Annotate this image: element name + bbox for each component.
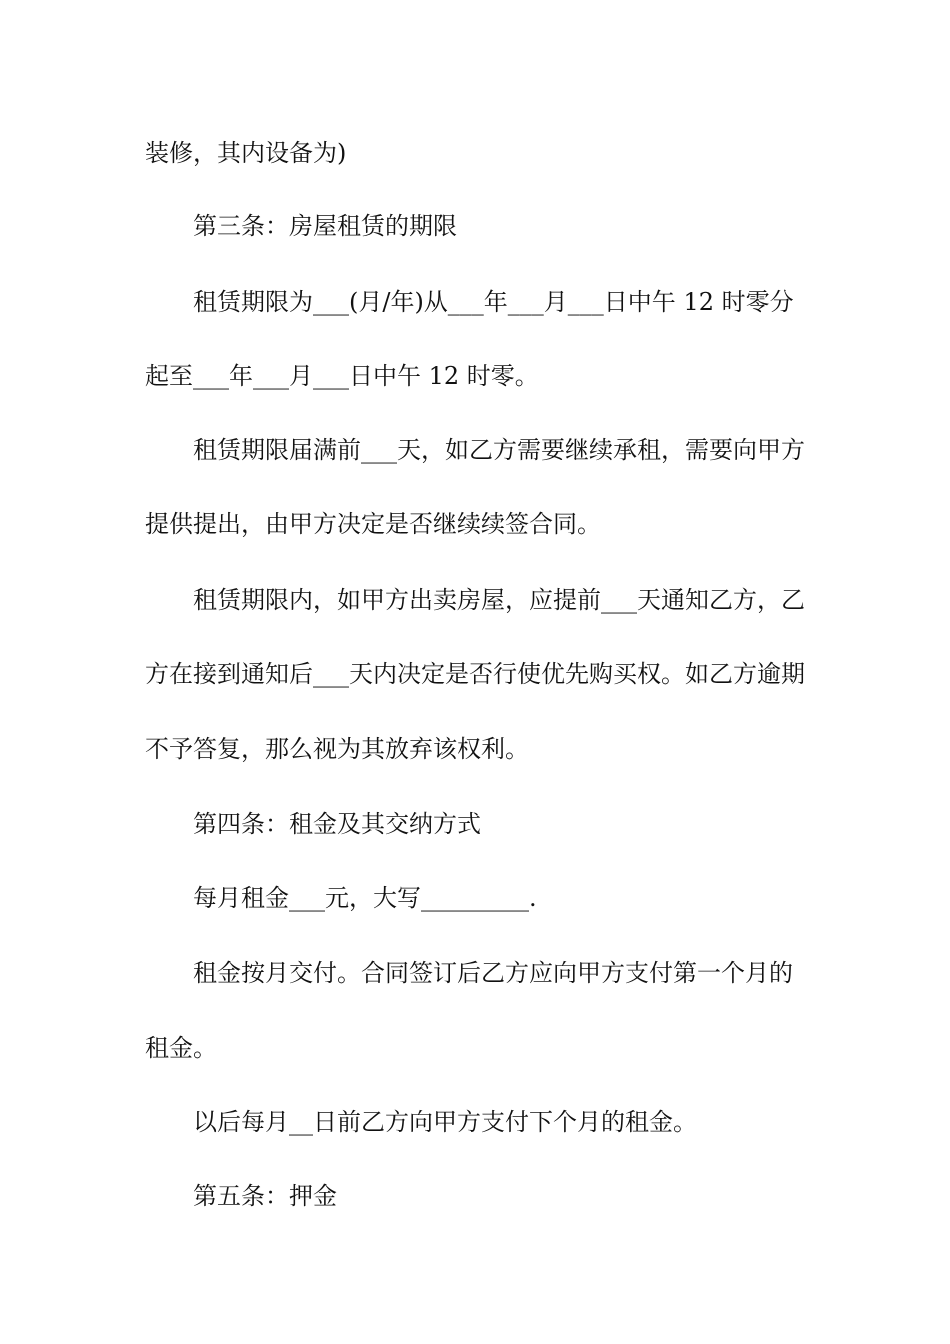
text-line-14: 以后每月__日前乙方向甲方支付下个月的租金。 [193, 1108, 697, 1136]
text-line-7: 租赁期限内，如甲方出卖房屋，应提前___天通知乙方，乙 [193, 586, 805, 614]
text-line-3: 租赁期限为___(月/年)从___年___月___日中午 12 时零分 [193, 288, 794, 316]
text-line-9: 不予答复，那么视为其放弃该权利。 [145, 735, 529, 763]
text-line-6: 提供提出，由甲方决定是否继续续签合同。 [145, 510, 601, 538]
section-heading-3: 第三条：房屋租赁的期限 [193, 212, 457, 240]
text-line-11: 每月租金___元，大写_________. [193, 884, 537, 912]
text-line-8: 方在接到通知后___天内决定是否行使优先购买权。如乙方逾期 [145, 660, 805, 688]
text-line-4: 起至___年___月___日中午 12 时零。 [145, 362, 539, 390]
text-line-12: 租金按月交付。合同签订后乙方应向甲方支付第一个月的 [193, 959, 793, 987]
text-line-5: 租赁期限届满前___天，如乙方需要继续承租，需要向甲方 [193, 436, 805, 464]
text-line-1: 装修，其内设备为) [145, 139, 347, 167]
section-heading-5: 第五条：押金 [193, 1182, 337, 1210]
text-line-13: 租金。 [145, 1034, 217, 1062]
section-heading-4: 第四条：租金及其交纳方式 [193, 810, 481, 838]
